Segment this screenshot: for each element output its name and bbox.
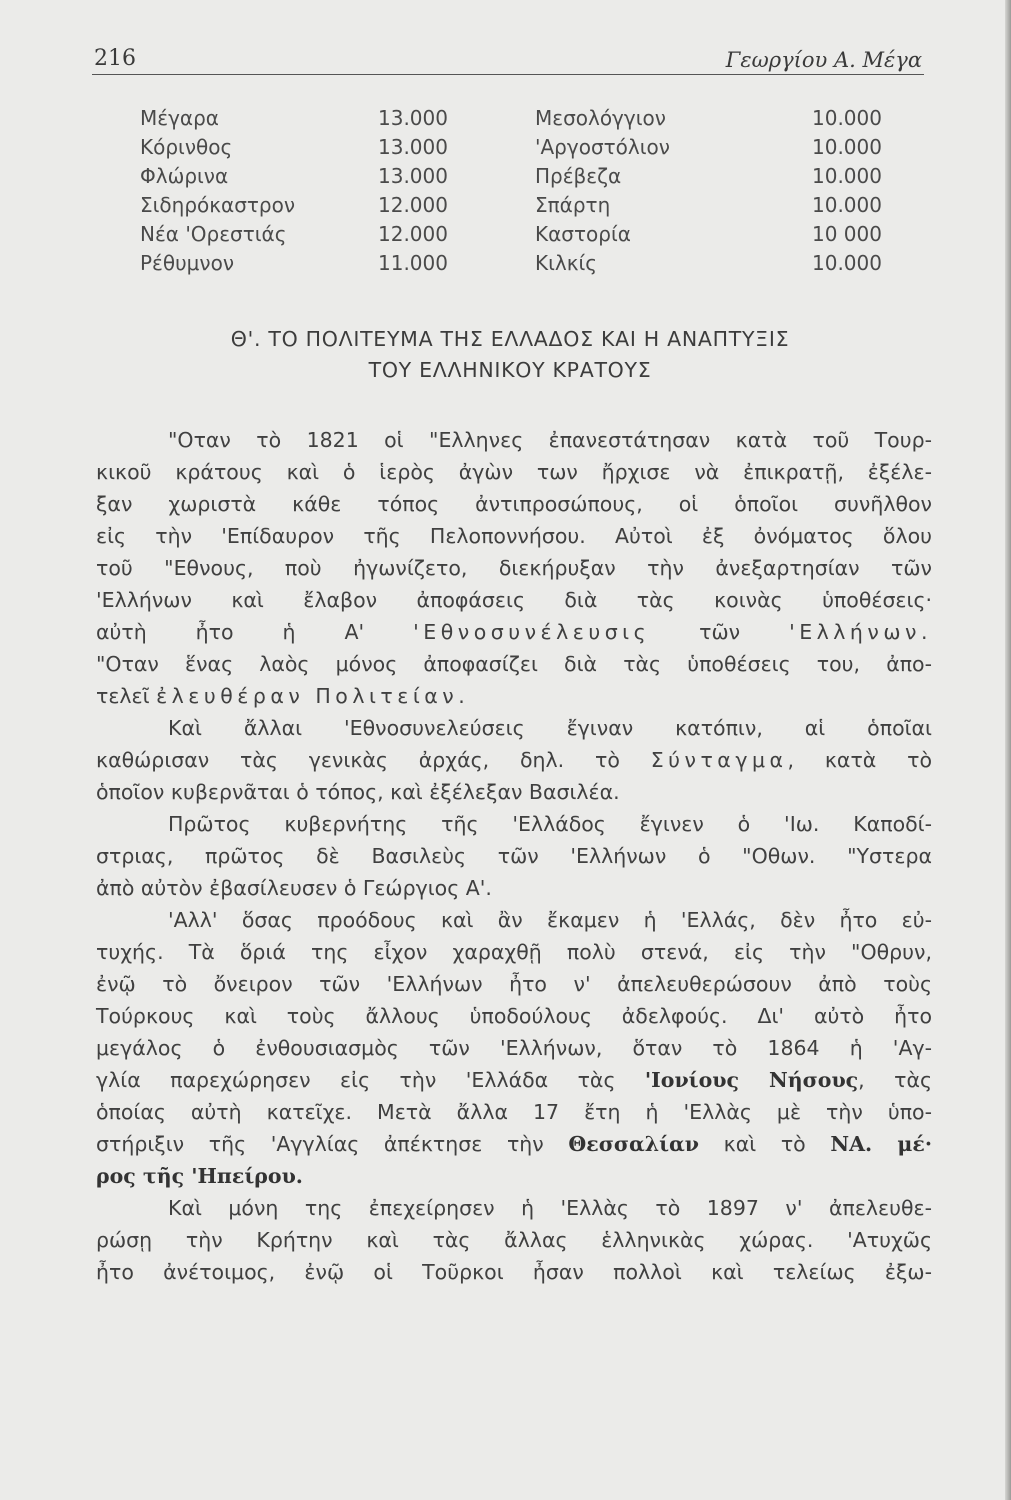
text-line: ἐνῷ τὸ ὄνειρον τῶν 'Ελλήνων ἦτο ν' ἀπελευθερώσουν ἀπὸ τοὺς: [96, 972, 932, 996]
towns-population-table: [140, 106, 900, 280]
text-line: ξαν χωριστὰ κάθε τόπος ἀντιπροσώπους, οἱ ὁποῖοι συνῆλθον: [96, 492, 932, 516]
town-population: 12.000: [378, 222, 448, 246]
text-line: ὁποίας αὐτὴ κατεῖχε. Μετὰ ἄλλα 17 ἔτη ἡ 'Ελλὰς μὲ τὴν ὑπο-: [96, 1100, 932, 1124]
text-line: ἀπὸ αὐτὸν ἐβασίλευσεν ὁ Γεώργιος Α'.: [96, 876, 492, 900]
town-population: 10.000: [812, 251, 882, 275]
town-population: 13.000: [378, 164, 448, 188]
body-text: [96, 424, 932, 1288]
town-name: Καστορία: [535, 222, 631, 246]
text-line: [96, 616, 932, 648]
town-name: Σιδηρόκαστρον: [140, 193, 296, 217]
text-line: ρος τῆς 'Ηπείρου.: [96, 1164, 303, 1188]
text-line: [96, 1064, 932, 1096]
town-name: Ρέθυμνον: [140, 251, 234, 275]
town-name: Μέγαρα: [140, 106, 219, 130]
text-line: Πρῶτος κυβερνήτης τῆς 'Ελλάδος ἔγινεν ὁ 'Ιω. Καποδί-: [168, 812, 932, 836]
section-title: [95, 324, 925, 386]
bold-term: 'Ιονίους Νήσους: [644, 1068, 859, 1092]
text-run: στήριξιν τῆς 'Αγγλίας ἀπέκτησε τὴν: [96, 1132, 569, 1156]
text-run: , κατὰ τὸ: [787, 748, 932, 772]
text-run: καὶ τὸ: [699, 1132, 831, 1156]
town-population: 10.000: [812, 106, 882, 130]
text-line: τυχής. Τὰ ὅριά της εἶχον χαραχθῇ πολὺ στενά, εἰς τὴν "Οθρυν,: [96, 940, 932, 964]
text-run: αὐτὴ ἦτο ἡ Α': [96, 620, 414, 644]
text-line: "Οταν τὸ 1821 οἱ "Ελληνες ἐπανεστάτησαν κατὰ τοῦ Τουρ-: [168, 428, 932, 452]
table-row: [140, 106, 900, 135]
text-line: 'Ελλήνων καὶ ἔλαβον ἀποφάσεις διὰ τὰς κοινὰς ὑποθέσεις·: [96, 588, 932, 612]
text-line: στριας, πρῶτος δὲ Βασιλεὺς τῶν 'Ελλήνων ὁ "Οθων. "Υστερα: [96, 844, 932, 868]
text-line: [96, 1128, 932, 1160]
town-name: 'Αργοστόλιον: [535, 135, 670, 159]
table-row: [140, 251, 900, 280]
text-run: γλία παρεχώρησεν εἰς τὴν 'Ελλάδα τὰς: [96, 1068, 645, 1092]
spaced-term: Σύνταγμα: [650, 748, 788, 772]
section-title-line: Θ'. ΤΟ ΠΟΛΙΤΕΥΜΑ ΤΗΣ ΕΛΛΑΔΟΣ ΚΑΙ Η ΑΝΑΠΤΥΞΙΣ: [230, 327, 790, 351]
town-population: 10.000: [812, 193, 882, 217]
table-row: [140, 135, 900, 164]
table-row: [140, 193, 900, 222]
text-line: [96, 744, 932, 776]
town-population: 13.000: [378, 135, 448, 159]
table-row: [140, 222, 900, 251]
page-edge-shadow: [1005, 0, 1011, 1500]
town-name: Μεσολόγγιον: [535, 106, 666, 130]
text-line: Καὶ μόνη της ἐπεχείρησεν ἡ 'Ελλὰς τὸ 1897 ν' ἀπελευθε-: [168, 1196, 932, 1220]
text-run: τελεῖ: [96, 684, 157, 708]
text-line: Καὶ ἄλλαι 'Εθνοσυνελεύσεις ἔγιναν κατόπιν, αἱ ὁποῖαι: [168, 716, 932, 740]
text-run: τῶν: [650, 620, 790, 644]
text-line: τοῦ "Εθνους, ποὺ ἠγωνίζετο, διεκήρυξαν τὴν ἀνεξαρτησίαν τῶν: [96, 556, 932, 580]
spaced-term: ἐλευθέραν Πολιτείαν.: [156, 684, 470, 708]
text-line: ρώσῃ τὴν Κρήτην καὶ τὰς ἄλλας ἑλληνικὰς χώρας. 'Ατυχῶς: [96, 1228, 932, 1252]
table-row: [140, 164, 900, 193]
bold-term: Θεσσαλίαν: [568, 1132, 700, 1156]
text-line: 'Αλλ' ὅσας προόδους καὶ ἂν ἔκαμεν ἡ 'Ελλάς, δὲν ἦτο εὐ-: [168, 908, 932, 932]
town-name: Σπάρτη: [535, 193, 611, 217]
town-population: 12.000: [378, 193, 448, 217]
text-line: ἦτο ἀνέτοιμος, ἐνῷ οἱ Τοῦρκοι ἦσαν πολλοὶ καὶ τελείως ἐξω-: [96, 1260, 932, 1284]
text-line: εἰς τὴν 'Επίδαυρον τῆς Πελοποννήσου. Αὐτοὶ ἐξ ὀνόματος ὅλου: [96, 524, 932, 548]
text-line: Τούρκους καὶ τοὺς ἄλλους ὑποδούλους ἀδελφούς. Δι' αὐτὸ ἦτο: [96, 1004, 932, 1028]
town-population: 10.000: [812, 135, 882, 159]
town-name: Κόρινθος: [140, 135, 233, 159]
town-name: Πρέβεζα: [535, 164, 622, 188]
text-line: κικοῦ κράτους καὶ ὁ ἱερὸς ἀγὼν των ἤρχισε νὰ ἐπικρατῇ, ἐξέλε-: [96, 460, 932, 484]
page-header: [92, 46, 924, 75]
section-title-line: ΤΟΥ ΕΛΛΗΝΙΚΟΥ ΚΡΑΤΟΥΣ: [368, 358, 652, 382]
town-population: 11.000: [378, 251, 448, 275]
town-population: 13.000: [378, 106, 448, 130]
text-line: [96, 680, 932, 712]
town-population: 10.000: [812, 164, 882, 188]
text-line: ὁποῖον κυβερνᾶται ὁ τόπος, καὶ ἐξέλεξαν Βασιλέα.: [96, 780, 620, 804]
text-run: καθώρισαν τὰς γενικὰς ἀρχάς, δηλ. τὸ: [96, 748, 651, 772]
text-line: μεγάλος ὁ ἐνθουσιασμὸς τῶν 'Ελλήνων, ὅταν τὸ 1864 ἡ 'Αγ-: [96, 1036, 932, 1060]
bold-term: ΝΑ. μέ·: [830, 1132, 933, 1156]
page-number: 216: [94, 46, 136, 71]
spaced-term: 'Εθνοσυνέλευσις: [413, 620, 651, 644]
running-title: Γεωργίου Α. Μέγα: [725, 48, 922, 72]
town-population: 10 000: [812, 222, 882, 246]
text-line: "Οταν ἕνας λαὸς μόνος ἀποφασίζει διὰ τὰς ὑποθέσεις του, ἀπο-: [96, 652, 932, 676]
town-name: Κιλκίς: [535, 251, 598, 275]
text-run: , τὰς: [858, 1068, 932, 1092]
town-name: Φλώρινα: [140, 164, 229, 188]
town-name: Νέα 'Ορεστιάς: [140, 222, 287, 246]
spaced-term: 'Ελλήνων.: [789, 620, 932, 644]
